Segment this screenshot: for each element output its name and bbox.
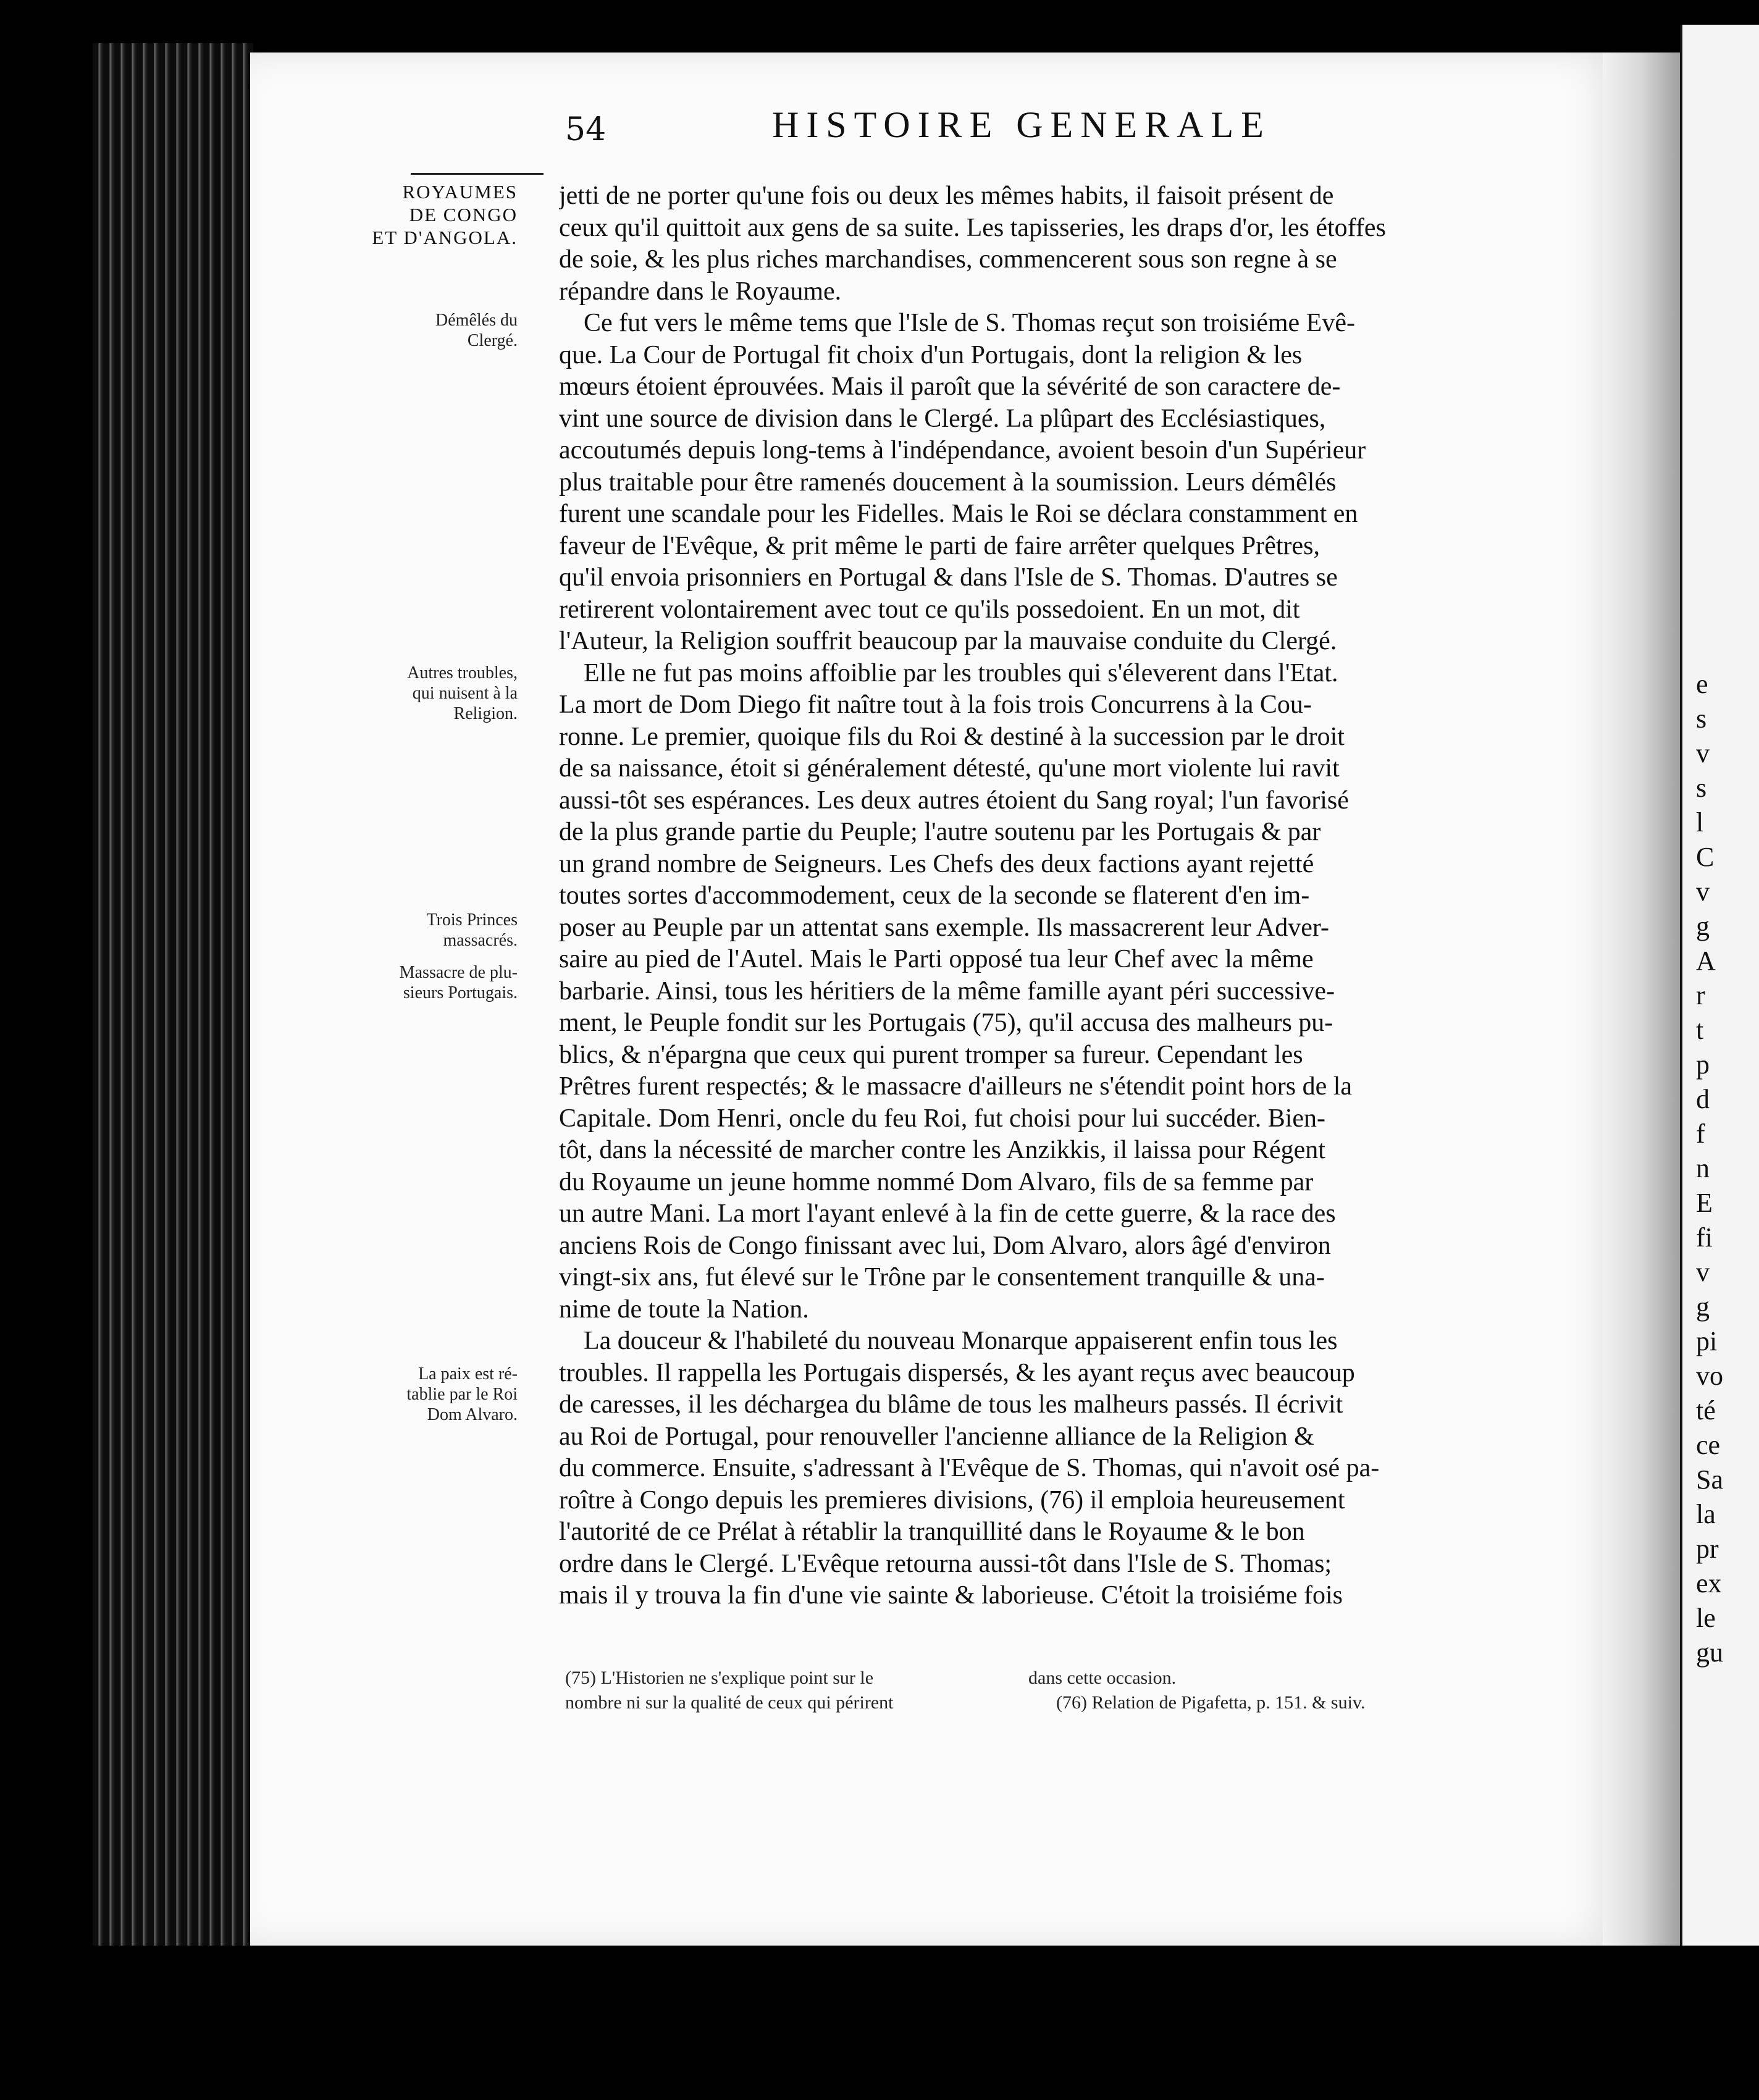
facing-page-letter: A [1696, 946, 1716, 976]
margin-section-title: ROYAUMES DE CONGO ET D'ANGOLA. [372, 181, 518, 248]
text-line: de caresses, il les déchargea du blâme de tous les malheurs passés. Il écrivit [559, 1390, 1343, 1419]
text-line: de soie, & les plus riches marchandises, commencerent sous son regne à se [559, 245, 1337, 274]
facing-page-letter: vo [1696, 1361, 1723, 1391]
text-line: du Royaume un jeune homme nommé Dom Alvaro, fils de sa femme par [559, 1167, 1314, 1196]
facing-page-letter: C [1696, 842, 1715, 872]
book-spine-edge [93, 43, 253, 1946]
text-line: de sa naissance, étoit si généralement détesté, qu'une mort violente lui ravit [559, 754, 1340, 783]
facing-page-letter: gu [1696, 1637, 1723, 1668]
text-line: retirerent volontairement avec tout ce qu'ils possedoient. En un mot, dit [559, 595, 1300, 624]
facing-page-letter: pi [1696, 1326, 1718, 1356]
text-line: Capitale. Dom Henri, oncle du feu Roi, fut choisi pour lui succéder. Bien- [559, 1104, 1326, 1133]
text-line: toutes sortes d'accommodement, ceux de la seconde se flaterent d'en im- [559, 881, 1310, 910]
margin-note-paix: La paix est ré- tablie par le Roi Dom Alvaro. [406, 1364, 518, 1424]
facing-page-letter: v [1696, 1257, 1710, 1287]
text-line: blics, & n'épargna que ceux qui purent tromper sa fureur. Cependant les [559, 1040, 1303, 1069]
text-line: mœurs étoient éprouvées. Mais il paroît que la sévérité de son caractere de- [559, 372, 1341, 401]
footnote-76: (76) Relation de Pigafetta, p. 151. & suiv. [1056, 1692, 1366, 1713]
facing-page-letter: s [1696, 773, 1707, 803]
scan-top-border [0, 0, 1759, 43]
text-line: anciens Rois de Congo finissant avec lui, Dom Alvaro, alors âgé d'environ [559, 1231, 1331, 1260]
facing-page-letter: p [1696, 1049, 1710, 1080]
footnote-75-continued: dans cette occasion. [1028, 1668, 1177, 1688]
text-line: répandre dans le Royaume. [559, 277, 842, 306]
text-line: ment, le Peuple fondit sur les Portugais (75), qu'il accusa des malheurs pu- [559, 1009, 1333, 1037]
facing-page-letter: l [1696, 807, 1704, 838]
margin-note-troubles: Autres troubles, qui nuisent à la Religion. [407, 663, 518, 723]
text-line: accoutumés depuis long-tems à l'indépendance, avoient besoin d'un Supérieur [559, 436, 1366, 464]
text-line: ceux qu'il quittoit aux gens de sa suite. Les tapisseries, les draps d'or, les étoffes [559, 213, 1386, 242]
text-line: furent une scandale pour les Fidelles. Mais le Roi se déclara constamment en [559, 500, 1358, 528]
text-line: mais il y trouva la fin d'une vie sainte & laborieuse. C'étoit la troisiéme fois [559, 1581, 1343, 1610]
text-line: ronne. Le premier, quoique fils du Roi & destiné à la succession par le droit [559, 722, 1345, 751]
facing-page-letter: la [1696, 1499, 1716, 1529]
page-gutter [1603, 52, 1680, 1955]
text-line: de la plus grande partie du Peuple; l'autre soutenu par les Portugais & par [559, 818, 1321, 846]
margin-note-princes: Trois Princes massacrés. [426, 910, 518, 950]
facing-page-fragment [1680, 25, 1759, 1995]
text-line: Prêtres furent respectés; & le massacre d'ailleurs ne s'étendit point hors de la [559, 1072, 1353, 1101]
text-line: barbarie. Ainsi, tous les héritiers de la même famille ayant péri successive- [559, 976, 1335, 1006]
text-line: ordre dans le Clergé. L'Evêque retourna aussi-tôt dans l'Isle de S. Thomas; [559, 1549, 1332, 1578]
text-line: un autre Mani. La mort l'ayant enlevé à la fin de cette guerre, & la race des [559, 1199, 1336, 1228]
facing-page-letter: fi [1696, 1222, 1713, 1253]
facing-page-letter: Sa [1696, 1464, 1723, 1495]
facing-page-letter: E [1696, 1188, 1713, 1218]
facing-page-letter: pr [1696, 1534, 1719, 1564]
text-line: vingt-six ans, fut élevé sur le Trône par le consentement tranquille & una- [559, 1263, 1325, 1292]
running-head: HISTOIRE GENERALE [772, 104, 1271, 145]
text-line: du commerce. Ensuite, s'adressant à l'Evêque de S. Thomas, qui n'avoit osé pa- [559, 1454, 1380, 1482]
section-rule [411, 173, 544, 175]
text-line: tôt, dans la nécessité de marcher contre les Anzikkis, il laissa pour Régent [559, 1136, 1325, 1164]
facing-page-letter: g [1696, 911, 1710, 941]
text-line: La mort de Dom Diego fit naître tout à la fois trois Concurrens à la Cou- [559, 691, 1312, 719]
text-line: nime de toute la Nation. [559, 1295, 809, 1324]
text-line: jetti de ne porter qu'une fois ou deux les mêmes habits, il faisoit présent de [559, 182, 1334, 210]
text-line: aussi-tôt ses espérances. Les deux autres étoient du Sang royal; l'un favorisé [559, 786, 1349, 815]
facing-page-letter: e [1696, 669, 1708, 699]
text-line: saire au pied de l'Autel. Mais le Parti opposé tua leur Chef avec la même [559, 945, 1314, 973]
facing-page-letter: ce [1696, 1430, 1721, 1460]
text-line: poser au Peuple par un attentat sans exemple. Ils massacrerent leur Adver- [559, 913, 1330, 942]
text-line: troubles. Il rappella les Portugais dispersés, & les ayant reçus avec beaucoup [559, 1358, 1355, 1387]
text-line: l'autorité de ce Prélat à rétablir la tranquillité dans le Royaume & le bon [559, 1518, 1305, 1546]
facing-page-letter: f [1696, 1119, 1705, 1149]
facing-page-letter: v [1696, 876, 1710, 907]
facing-page-letter: n [1696, 1153, 1710, 1183]
text-line: un grand nombre de Seigneurs. Les Chefs des deux factions ayant rejetté [559, 849, 1314, 878]
facing-page-letter: té [1696, 1395, 1716, 1426]
text-line: faveur de l'Evêque, & prit même le parti de faire arrêter quelques Prêtres, [559, 531, 1320, 560]
body-text [559, 180, 1504, 1612]
facing-page-letter: le [1696, 1603, 1716, 1633]
facing-page-letter: r [1696, 980, 1705, 1010]
text-line: qu'il envoia prisonniers en Portugal & dans l'Isle de S. Thomas. D'autres se [559, 563, 1338, 592]
page-number: 54 [565, 111, 607, 148]
text-line: plus traitable pour être ramenés doucement à la soumission. Leurs démêlés [559, 468, 1337, 497]
text-line: Ce fut vers le même tems que l'Isle de S. Thomas reçut son troisiéme Evê- [584, 309, 1355, 337]
facing-page-letter: d [1696, 1084, 1710, 1114]
text-line: La douceur & l'habileté du nouveau Monarque appaiserent enfin tous les [584, 1327, 1338, 1355]
text-line: roître à Congo depuis les premieres divisions, (76) il emploia heureusement [559, 1485, 1345, 1514]
facing-page-letter: g [1696, 1292, 1710, 1322]
text-line: au Roi de Portugal, pour renouveller l'ancienne alliance de la Religion & [559, 1422, 1314, 1451]
scan-bottom-border [0, 1946, 1759, 2100]
facing-page-letter: v [1696, 738, 1710, 768]
text-line: vint une source de division dans le Clergé. La plûpart des Ecclésiastiques, [559, 404, 1326, 433]
margin-note-clerge: Démêlés du Clergé. [435, 311, 518, 350]
footnote-75: (75) L'Historien ne s'explique point sur le nombre ni sur la qualité de ceux qui périrent [565, 1668, 894, 1713]
text-line: Elle ne fut pas moins affoiblie par les troubles qui s'éleverent dans l'Etat. [584, 658, 1338, 687]
text-line: que. La Cour de Portugal fit choix d'un Portugais, dont la religion & les [559, 340, 1303, 369]
text-line: l'Auteur, la Religion souffrit beaucoup par la mauvaise conduite du Clergé. [559, 627, 1337, 655]
facing-page-letter: t [1696, 1015, 1704, 1045]
facing-page-letter: s [1696, 704, 1707, 734]
margin-note-massacre: Massacre de plu- sieurs Portugais. [399, 963, 518, 1002]
facing-page-letter: ex [1696, 1568, 1722, 1598]
